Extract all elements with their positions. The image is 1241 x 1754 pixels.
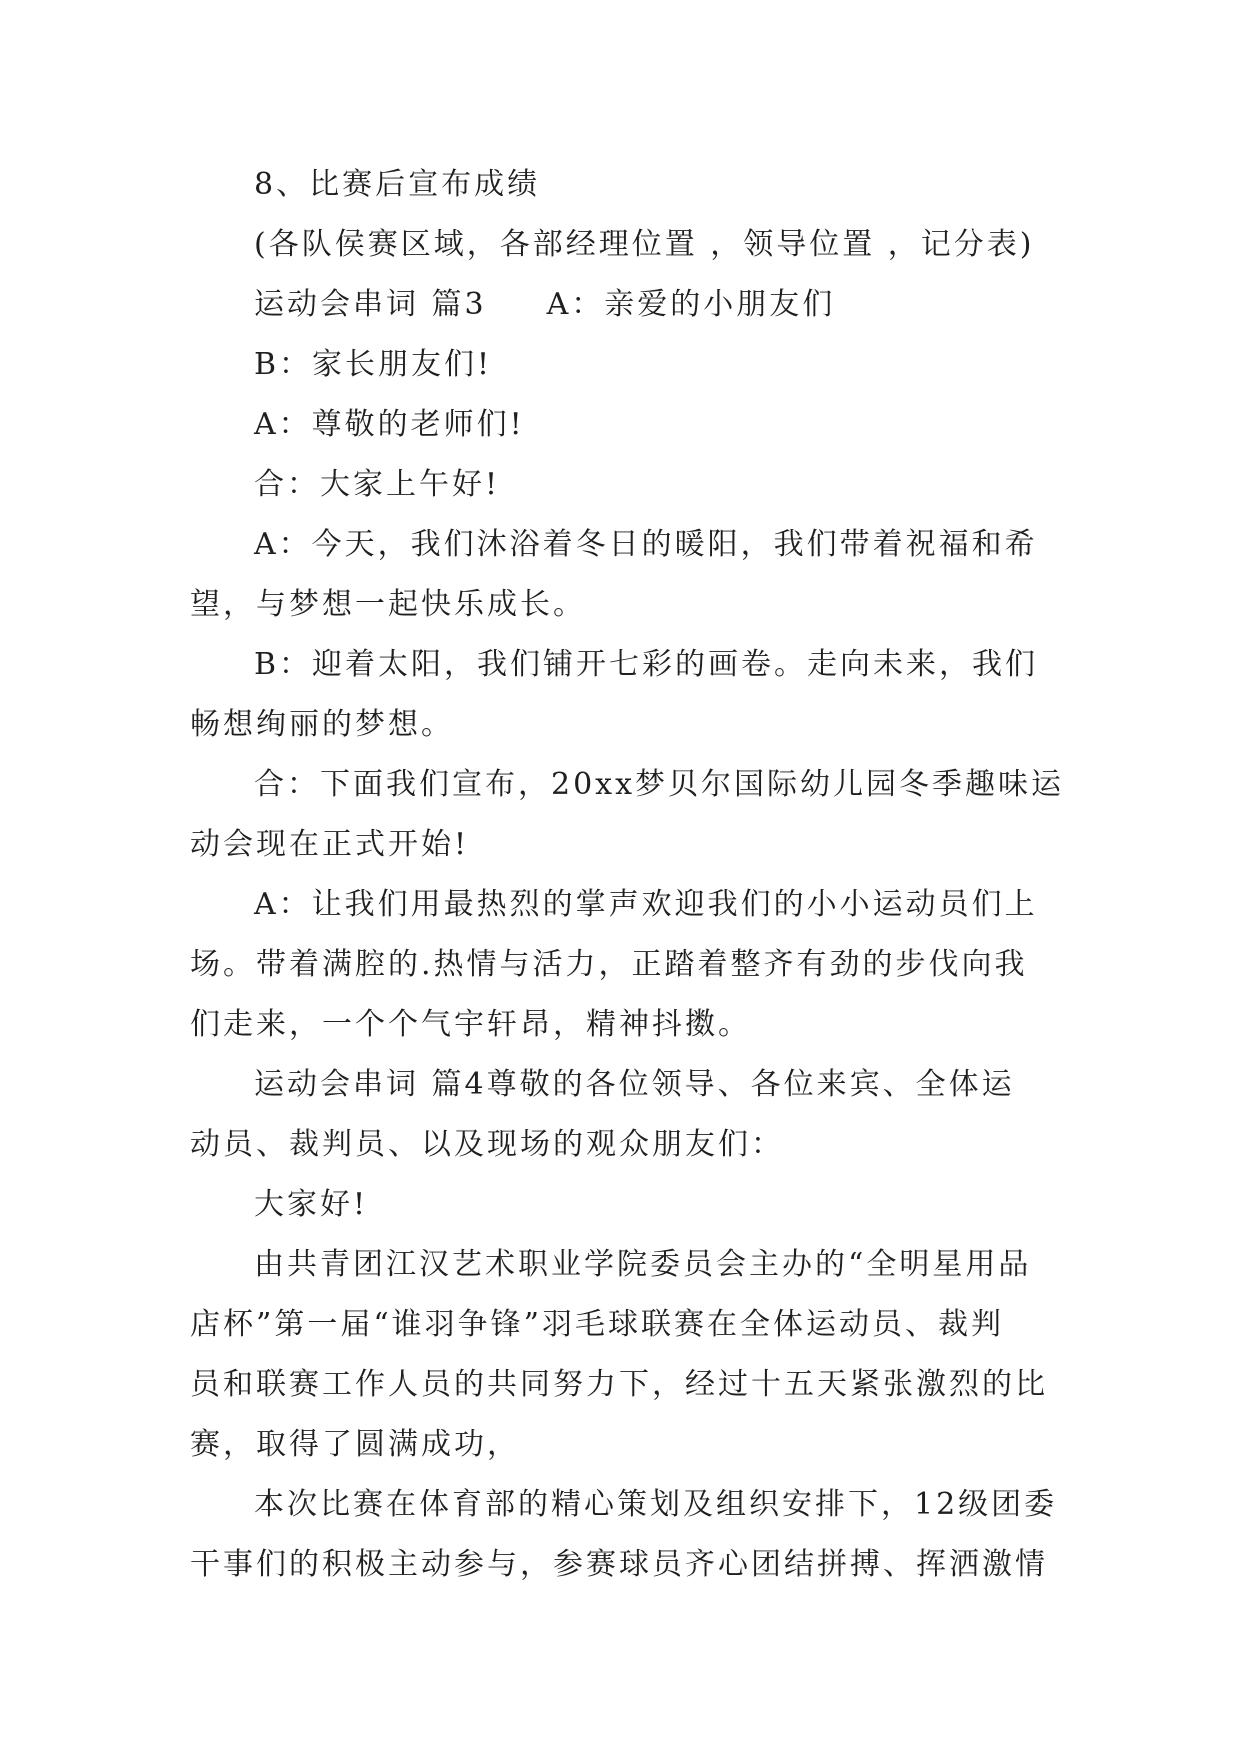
text-line: 畅想绚丽的梦想。 bbox=[190, 707, 454, 742]
paragraph-line bbox=[190, 935, 1050, 995]
list-item bbox=[190, 155, 1050, 215]
text-line: 合：下面我们宣布，20xx梦贝尔国际幼儿园冬季趣味运 bbox=[254, 767, 1065, 802]
text-line: B：家长朋友们! bbox=[254, 347, 493, 382]
text-line: 动员、裁判员、以及现场的观众朋友们： bbox=[190, 1127, 784, 1162]
paragraph-line bbox=[190, 695, 1050, 755]
text-line: 动会现在正式开始! bbox=[190, 827, 470, 862]
paragraph-line bbox=[190, 1415, 1050, 1475]
text-line: 合：大家上午好! bbox=[254, 467, 501, 502]
text-line: B：迎着太阳，我们铺开七彩的画卷。走向未来，我们 bbox=[254, 647, 1039, 682]
text-line: A：让我们用最热烈的掌声欢迎我们的小小运动员们上 bbox=[254, 887, 1038, 922]
text-line: 员和联赛工作人员的共同努力下，经过十五天紧张激烈的比 bbox=[190, 1367, 1048, 1402]
document-body bbox=[190, 155, 1065, 1595]
paragraph-line bbox=[190, 755, 1065, 815]
text-line: 场。带着满腔的.热情与活力，正踏着整齐有劲的步伐向我 bbox=[190, 947, 1028, 982]
text-line: 大家好! bbox=[254, 1187, 369, 1222]
text-line: 由共青团江汉艺术职业学院委员会主办的“全明星用品 bbox=[254, 1247, 1032, 1282]
paragraph-line bbox=[190, 815, 1050, 875]
paragraph-line bbox=[190, 1115, 1050, 1175]
paragraph-line bbox=[190, 1475, 1058, 1535]
text-line: 望，与梦想一起快乐成长。 bbox=[190, 587, 586, 622]
paragraph-line bbox=[190, 1535, 1050, 1595]
paragraph-line bbox=[190, 635, 1050, 695]
paragraph-line bbox=[190, 515, 1050, 575]
text-line: 们走来，一个个气宇轩昂，精神抖擞。 bbox=[190, 1007, 751, 1042]
section-heading: 运动会串词 篇3 bbox=[254, 287, 487, 322]
paragraph-line bbox=[190, 995, 1050, 1055]
paragraph-line bbox=[190, 1355, 1050, 1415]
section-heading-line bbox=[190, 275, 1050, 335]
paragraph-line bbox=[190, 455, 1050, 515]
paragraph-line bbox=[190, 335, 1050, 395]
text-line: 运动会串词 篇4尊敬的各位领导、各位来宾、全体运 bbox=[254, 1067, 1015, 1102]
text-line: 店杯”第一届“谁羽争锋”羽毛球联赛在全体运动员、裁判 bbox=[190, 1307, 1005, 1342]
text-line: 8、比赛后宣布成绩 bbox=[254, 167, 541, 202]
text-line: 赛，取得了圆满成功， bbox=[190, 1427, 520, 1462]
text-line: (各队侯赛区域，各部经理位置 ，领导位置 ，记分表) bbox=[254, 227, 1035, 262]
paragraph-line bbox=[190, 395, 1050, 455]
text-line: 干事们的积极主动参与，参赛球员齐心团结拼搏、挥洒激情 bbox=[190, 1547, 1048, 1582]
paragraph-line bbox=[190, 1295, 1050, 1355]
list-item bbox=[190, 215, 1050, 275]
section-heading-line bbox=[190, 1055, 1050, 1115]
paragraph-line bbox=[190, 1235, 1050, 1295]
paragraph-line bbox=[190, 575, 1050, 635]
text-line: A：尊敬的老师们! bbox=[254, 407, 525, 442]
paragraph-line bbox=[190, 1175, 1050, 1235]
text-line: 本次比赛在体育部的精心策划及组织安排下，12级团委 bbox=[254, 1487, 1058, 1522]
text-line: A：今天，我们沐浴着冬日的暖阳，我们带着祝福和希 bbox=[254, 527, 1038, 562]
paragraph-line bbox=[190, 875, 1050, 935]
text-line: A：亲爱的小朋友们 bbox=[546, 287, 836, 322]
